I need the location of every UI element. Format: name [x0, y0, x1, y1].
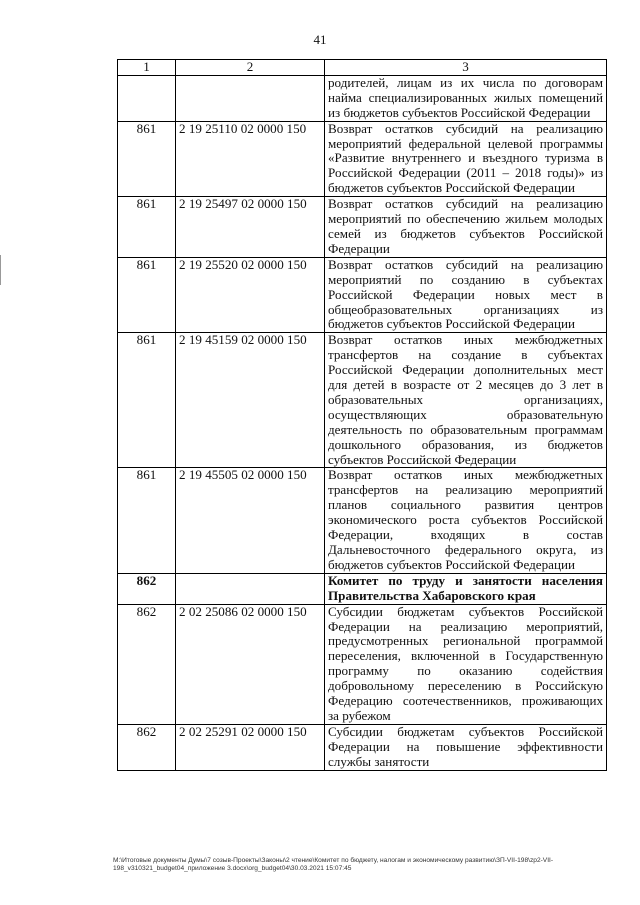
- margin-mark: [0, 255, 1, 285]
- income-description-cell: родителей, лицам из их числа по договорам найма специализированных жилых помещений из бюджетов субъектов Российской Федерации: [325, 75, 607, 121]
- table-header-row: [118, 60, 607, 76]
- admin-code-cell: [118, 75, 176, 121]
- column-header-1: 1: [118, 60, 176, 76]
- admin-code-cell: 861: [118, 121, 176, 197]
- budget-classification-code-cell: [176, 75, 325, 121]
- income-description-cell: Субсидии бюджетам субъектов Российской Федерации на реализацию мероприятий, предусмотренных региональной программой переселения, включенной в Государственную программу по оказанию содействия добровольному переселению в Российскую Федерацию соотечественников, проживающих за рубежом: [325, 604, 607, 724]
- table-row: [118, 573, 607, 604]
- budget-classification-code-cell: [176, 573, 325, 604]
- budget-classification-code-cell: 2 19 45159 02 0000 150: [176, 333, 325, 468]
- table-row: [118, 604, 607, 724]
- income-description-cell: Возврат остатков иных межбюджетных трансфертов на создание в субъектах Российской Федерации дополнительных мест для детей в возрасте от 2 месяцев до 3 лет в образовательных организациях, осуществляющих образовательную деятельность по образовательным программам дошкольного образования, из бюджетов субъектов Российской Федерации: [325, 333, 607, 468]
- budget-classification-code-cell: 2 02 25291 02 0000 150: [176, 724, 325, 770]
- column-header-2: 2: [176, 60, 325, 76]
- income-description-cell: Субсидии бюджетам субъектов Российской Федерации на повышение эффективности службы занятости: [325, 724, 607, 770]
- admin-code-cell: 861: [118, 333, 176, 468]
- income-description-cell: Возврат остатков иных межбюджетных трансфертов на реализацию мероприятий планов социального развития центров экономического роста субъектов Российской Федерации, входящих в состав Дальневосточного федерального округа, из бюджетов субъектов Российской Федерации: [325, 468, 607, 573]
- table-row: [118, 468, 607, 573]
- income-description-cell: Возврат остатков субсидий на реализацию мероприятий по созданию в субъектах Российской Федерации новых мест в общеобразовательных организациях из бюджетов субъектов Российской Федерации: [325, 257, 607, 333]
- page-number: 41: [313, 32, 327, 47]
- budget-classification-code-cell: 2 19 25497 02 0000 150: [176, 197, 325, 258]
- column-header-3: 3: [325, 60, 607, 76]
- footer-line-1: M:\Итоговые документы Думы\7 созыв-Проекты\Законы\2 чтение\Комитет по бюджету, налогам и экономическому развитию\ЗП-VII-198\zp2-VII-: [113, 857, 554, 864]
- budget-classification-code-cell: 2 19 25520 02 0000 150: [176, 257, 325, 333]
- admin-code-cell: 862: [118, 573, 176, 604]
- income-description-cell: Возврат остатков субсидий на реализацию мероприятий по обеспечению жильем молодых семей из бюджетов субъектов Российской Федерации: [325, 197, 607, 258]
- budget-classification-code-cell: 2 19 25110 02 0000 150: [176, 121, 325, 197]
- table-row: [118, 121, 607, 197]
- admin-code-cell: 861: [118, 257, 176, 333]
- table-row: [118, 197, 607, 258]
- budget-classification-code-cell: 2 19 45505 02 0000 150: [176, 468, 325, 573]
- admin-code-cell: 861: [118, 197, 176, 258]
- table-row: [118, 724, 607, 770]
- budget-table: [117, 59, 607, 771]
- table-row: [118, 75, 607, 121]
- income-description-cell: Возврат остатков субсидий на реализацию мероприятий федеральной целевой программы «Развитие внутреннего и въездного туризма в Российской Федерации (2011 – 2018 годы)» из бюджетов субъектов Российской Федерации: [325, 121, 607, 197]
- table-row: [118, 333, 607, 468]
- income-description-cell: Комитет по труду и занятости населения Правительства Хабаровского края: [325, 573, 607, 604]
- table-row: [118, 257, 607, 333]
- file-path-footer: [113, 857, 633, 873]
- footer-line-2: 198_v310321_budget04_приложение 3.docx\org_budget04\30.03.2021 15:07:45: [113, 865, 352, 872]
- budget-classification-code-cell: 2 02 25086 02 0000 150: [176, 604, 325, 724]
- admin-code-cell: 862: [118, 604, 176, 724]
- admin-code-cell: 862: [118, 724, 176, 770]
- admin-code-cell: 861: [118, 468, 176, 573]
